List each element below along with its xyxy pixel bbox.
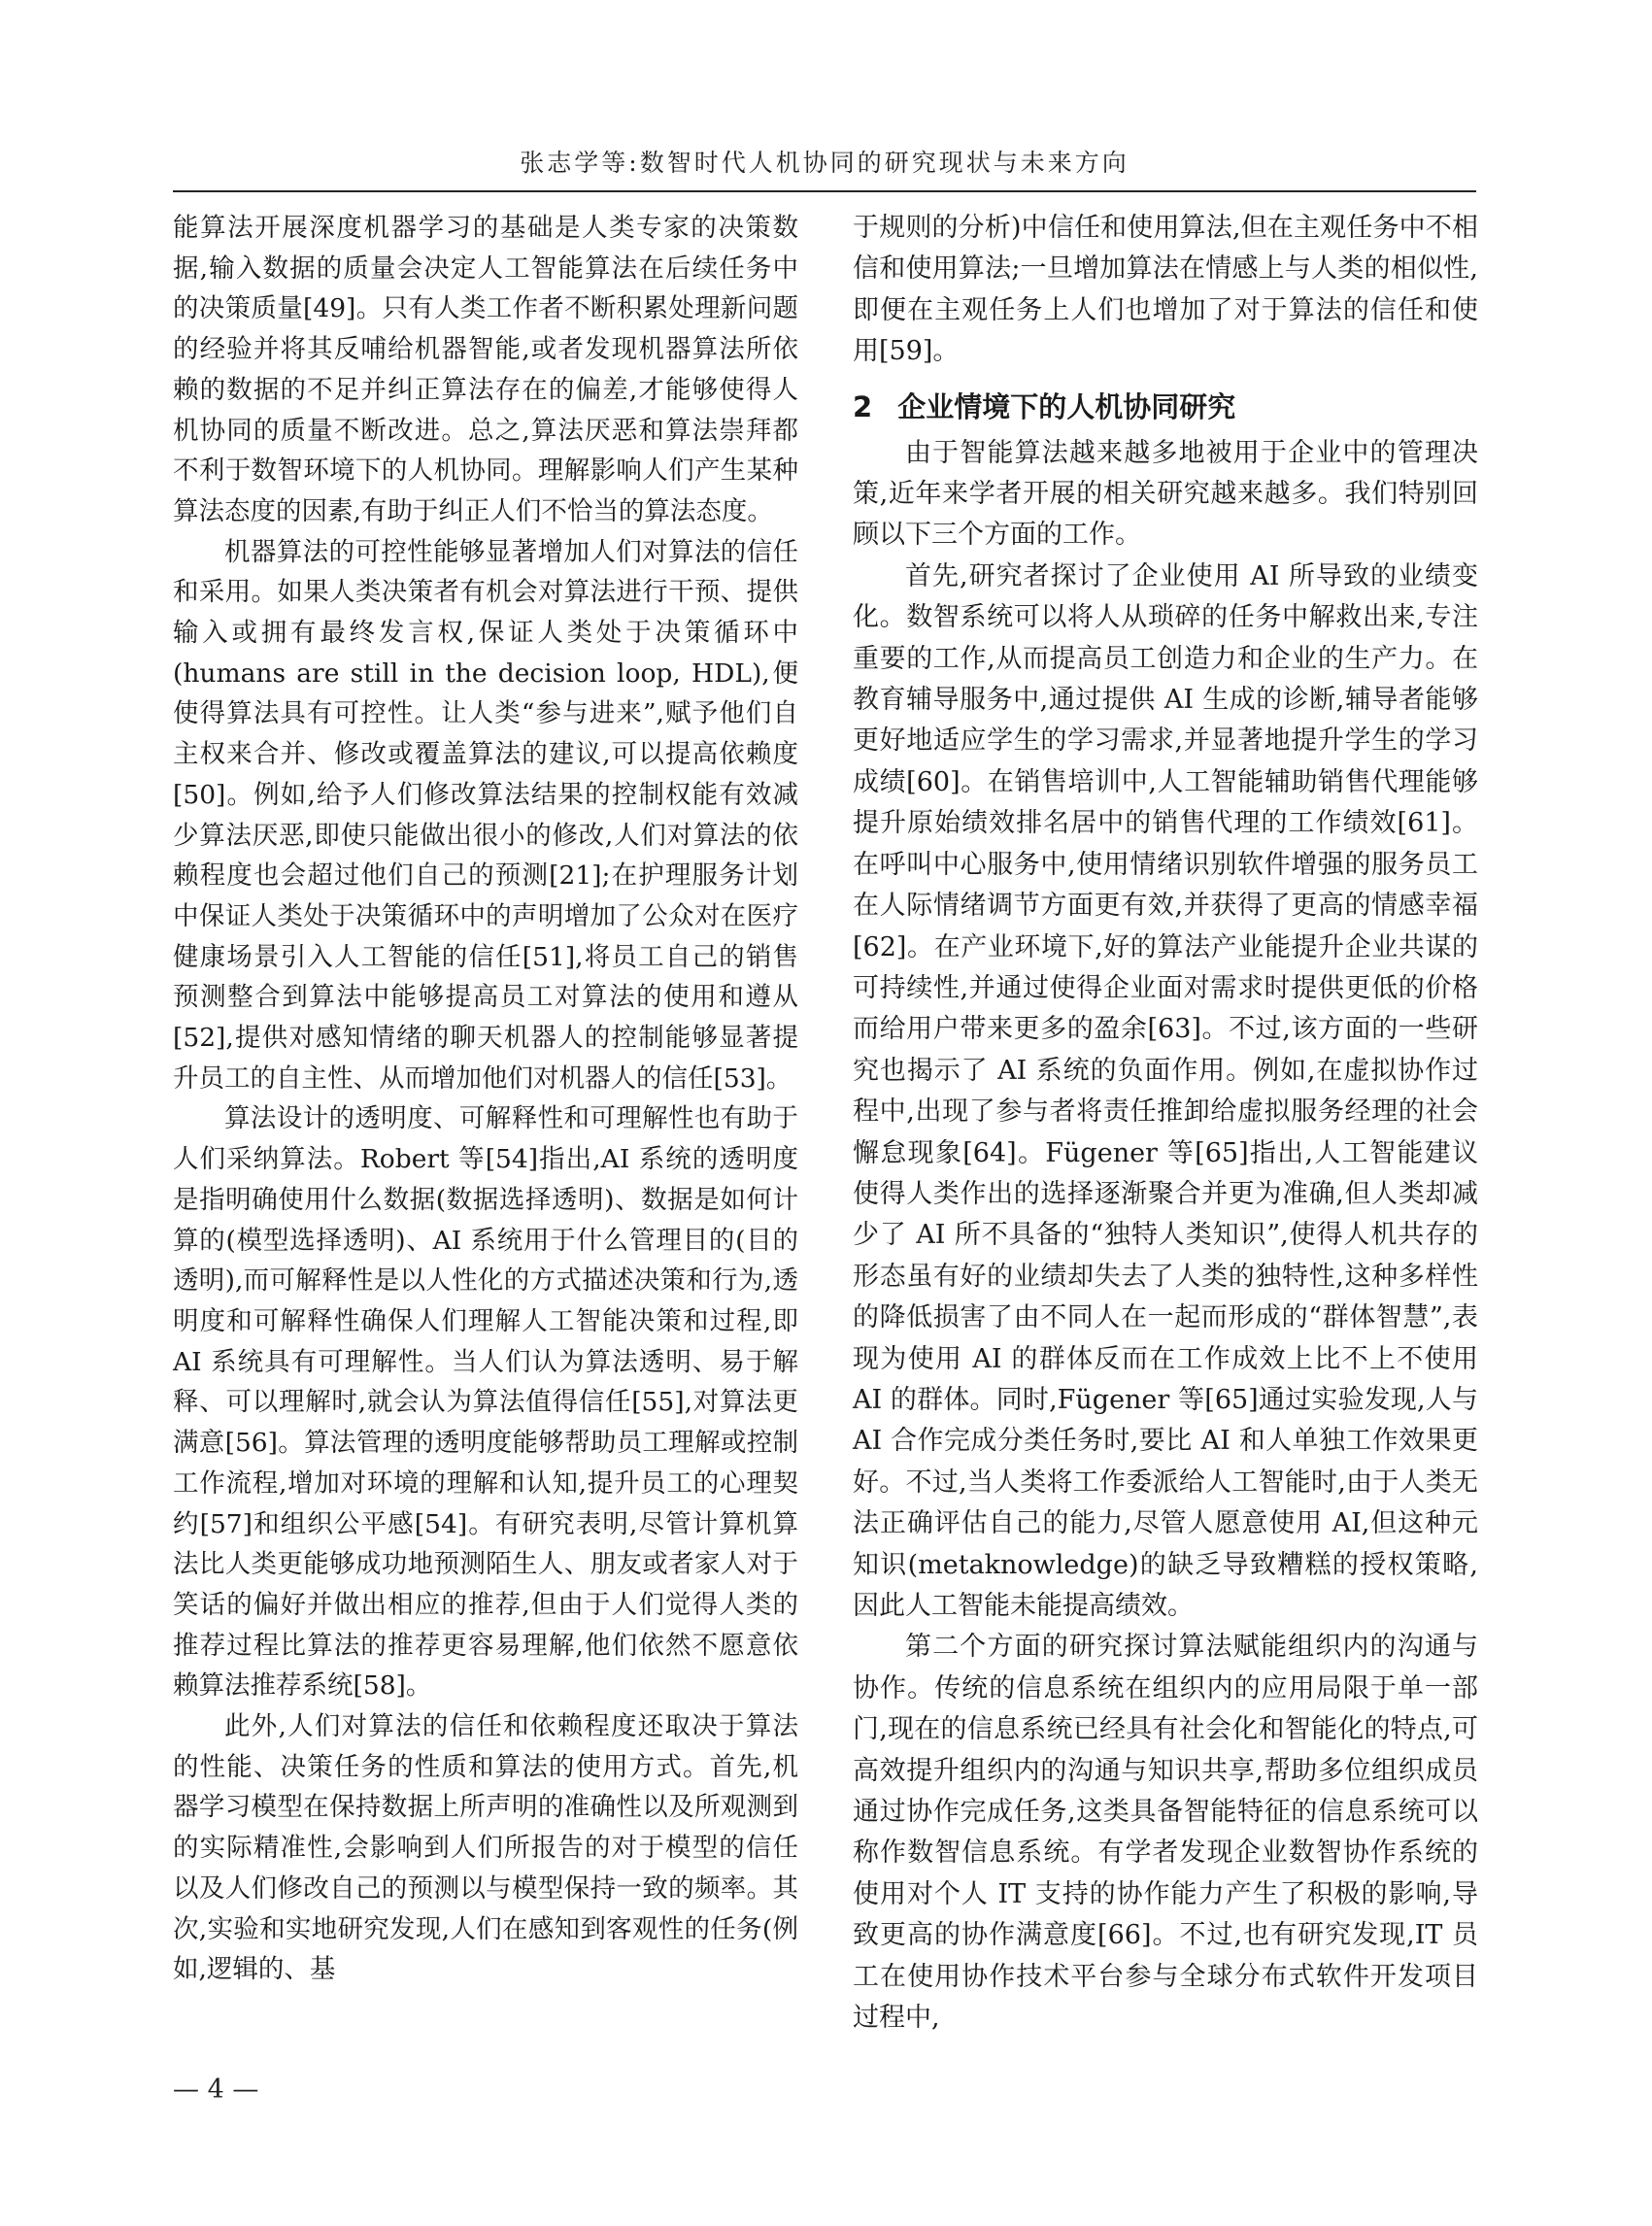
page-number: — 4 — bbox=[173, 2074, 259, 2105]
right-column bbox=[853, 208, 1478, 2039]
header-rule bbox=[173, 190, 1476, 192]
section-title: 企业情境下的人机协同研究 bbox=[897, 389, 1236, 423]
running-header: 张志学等:数智时代人机协同的研究现状与未来方向 bbox=[520, 149, 1129, 177]
paragraph: 机器算法的可控性能够显著增加人们对算法的信任和采用。如果人类决策者有机会对算法进行干预、提供输入或拥有最终发言权,保证人类处于决策循环中(humans are still in the decision loop, HDL),便使得算法具有可控性。让人类“参与进来”,赋予他们自主权来合并、修改或覆盖算法的建议,可以提高依赖度[50]。例如,给予人们修改算法结果的控制权能有效减少算法厌恶,即使只能做出很小的修改,人们对算法的依赖程度也会超过他们自己的预测[21];在护理服务计划中保证人类处于决策循环中的声明增加了公众对在医疗健康场景引入人工智能的信任[51],将员工自己的销售预测整合到算法中能够提高员工对算法的使用和遵从[52],提供对感知情绪的聊天机器人的控制能够显著提升员工的自主性、从而增加他们对机器人的信任[53]。 bbox=[173, 536, 798, 1094]
paragraph: 此外,人们对算法的信任和依赖程度还取决于算法的性能、决策任务的性质和算法的使用方式。首先,机器学习模型在保持数据上所声明的准确性以及所观测到的实际精准性,会影响到人们所报告的对于模型的信任以及人们修改自己的预测以与模型保持一致的频率。其次,实验和实地研究发现,人们在感知到客观性的任务(例如,逻辑的、基 bbox=[173, 1711, 798, 1985]
paragraph: 能算法开展深度机器学习的基础是人类专家的决策数据,输入数据的质量会决定人工智能算法在后续任务中的决策质量[49]。只有人类工作者不断积累处理新问题的经验并将其反哺给机器智能,或者发现机器算法所依赖的数据的不足并纠正算法存在的偏差,才能够使得人机协同的质量不断改进。总之,算法厌恶和算法崇拜都不利于数智环境下的人机协同。理解影响人们产生某种算法态度的因素,有助于纠正人们不恰当的算法态度。 bbox=[173, 213, 798, 526]
paragraph: 算法设计的透明度、可解释性和可理解性也有助于人们采纳算法。Robert 等[54]指出,AI 系统的透明度是指明确使用什么数据(数据选择透明)、数据是如何计算的(模型选择透明)、AI 系统用于什么管理目的(目的透明),而可解释性是以人性化的方式描述决策和行为,透明度和可解释性确保人们理解人工智能决策和过程,即 AI 系统具有可理解性。当人们认为算法透明、易于解释、可以理解时,就会认为算法值得信任[55],对算法更满意[56]。算法管理的透明度能够帮助员工理解或控制工作流程,增加对环境的理解和认知,提升员工的心理契约[57]和组织公平感[54]。有研究表明,尽管计算机算法比人类更能够成功地预测陌生人、朋友或者家人对于笑话的偏好并做出相应的推荐,但由于人们觉得人类的推荐过程比算法的推荐更容易理解,他们依然不愿意依赖算法推荐系统[58]。 bbox=[173, 1103, 798, 1702]
paragraph: 由于智能算法越来越多地被用于企业中的管理决策,近年来学者开展的相关研究越来越多。我们特别回顾以下三个方面的工作。 bbox=[853, 437, 1478, 551]
section-heading bbox=[853, 383, 1478, 431]
paragraph: 第二个方面的研究探讨算法赋能组织内的沟通与协作。传统的信息系统在组织内的应用局限于单一部门,现在的信息系统已经具有社会化和智能化的特点,可高效提升组织内的沟通与知识共享,帮助多位组织成员通过协作完成任务,这类具备智能特征的信息系统可以称作数智信息系统。有学者发现企业数智协作系统的使用对个人 IT 支持的协作能力产生了积极的影响,导致更高的协作满意度[66]。不过,也有研究发现,IT 员工在使用协作技术平台参与全球分布式软件开发项目过程中, bbox=[853, 1632, 1478, 2034]
paragraph: 于规则的分析)中信任和使用算法,但在主观任务中不相信和使用算法;一旦增加算法在情感上与人类的相似性,即便在主观任务上人们也增加了对于算法的信任和使用[59]。 bbox=[853, 213, 1478, 367]
section-number: 2 bbox=[853, 389, 873, 423]
paragraph: 首先,研究者探讨了企业使用 AI 所导致的业绩变化。数智系统可以将人从琐碎的任务中解救出来,专注重要的工作,从而提高员工创造力和企业的生产力。在教育辅导服务中,通过提供 AI 生成的诊断,辅导者能够更好地适应学生的学习需求,并显著地提升学生的学习成绩[60]。在销售培训中,人工智能辅助销售代理能够提升原始绩效排名居中的销售代理的工作绩效[61]。在呼叫中心服务中,使用情绪识别软件增强的服务员工在人际情绪调节方面更有效,并获得了更高的情感幸福[62]。在产业环境下,好的算法产业能提升企业共谋的可持续性,并通过使得企业面对需求时提供更低的价格而给用户带来更多的盈余[63]。不过,该方面的一些研究也揭示了 AI 系统的负面作用。例如,在虚拟协作过程中,出现了参与者将责任推卸给虚拟服务经理的社会懈怠现象[64]。Fügener 等[65]指出,人工智能建议使得人类作出的选择逐渐聚合并更为准确,但人类却减少了 AI 所不具备的“独特人类知识”,使得人机共存的形态虽有好的业绩却失去了人类的独特性,这种多样性的降低损害了由不同人在一起而形成的“群体智慧”,表现为使用 AI 的群体反而在工作成效上比不上不使用 AI 的群体。同时,Fügener 等[65]通过实验发现,人与 AI 合作完成分类任务时,要比 AI 和人单独工作效果更好。不过,当人类将工作委派给人工智能时,由于人类无法正确评估自己的能力,尽管人愿意使用 AI,但这种元知识(metaknowledge)的缺乏导致糟糕的授权策略,因此人工智能未能提高绩效。 bbox=[853, 560, 1478, 1621]
left-column bbox=[173, 208, 798, 1990]
